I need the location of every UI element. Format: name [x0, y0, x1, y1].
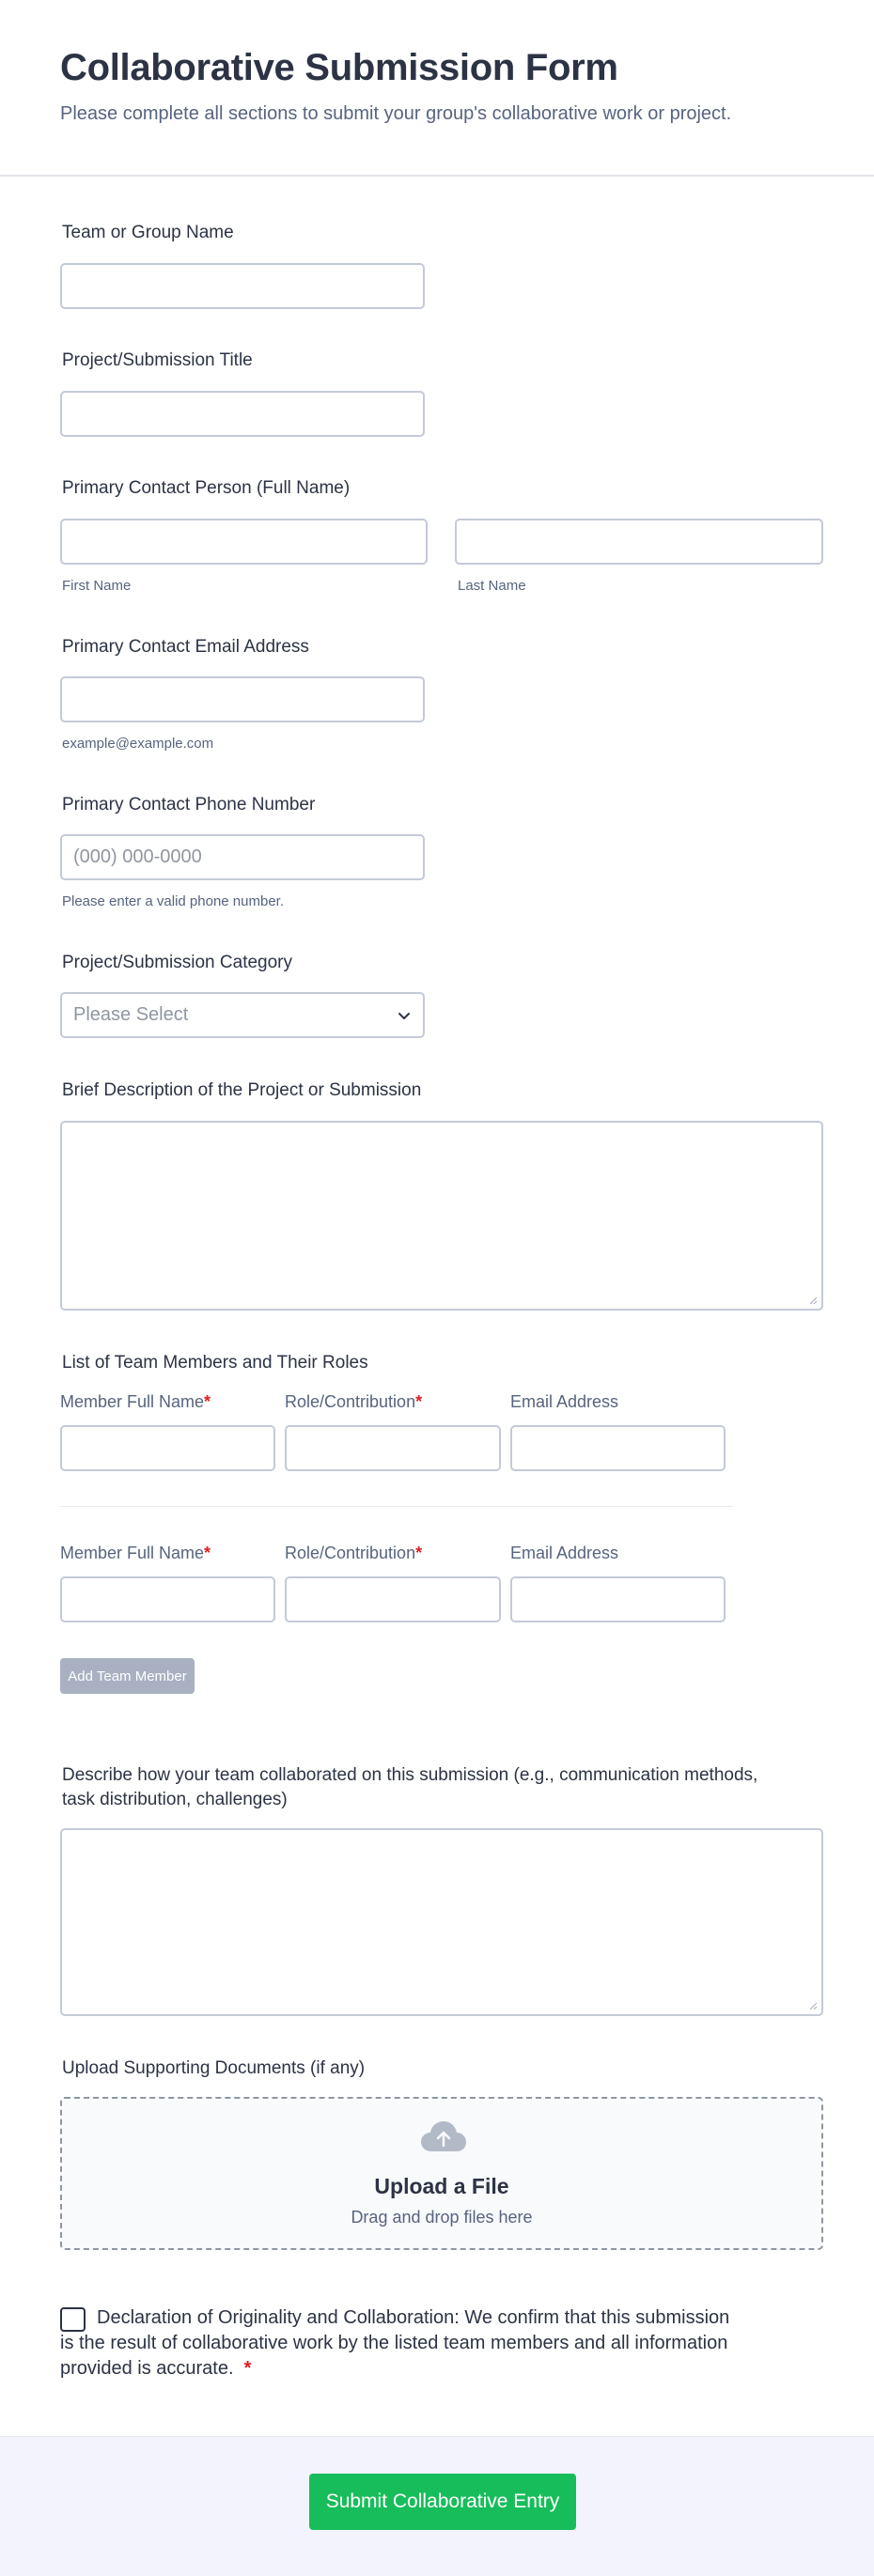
page-subtitle: Please complete all sections to submit your group's collaborative work or project. — [60, 103, 732, 124]
declaration-text: Declaration of Originality and Collaboration: We confirm that this submission is the result of collaborative work by the listed team members and all information provided is accurate. * — [60, 2307, 730, 2379]
upload-subtitle: Drag and drop files here — [351, 2208, 533, 2227]
resize-grip-icon[interactable] — [808, 1296, 818, 1305]
project-title-label: Project/Submission Title — [62, 350, 253, 370]
team-members-label: List of Team Members and Their Roles — [62, 1353, 368, 1373]
file-upload-dropzone[interactable] — [60, 2097, 823, 2250]
submit-button[interactable]: Submit Collaborative Entry — [309, 2474, 576, 2530]
member-role-column-label: Role/Contribution* — [285, 1544, 423, 1562]
contact-email-label: Primary Contact Email Address — [62, 637, 309, 657]
contact-email-input[interactable] — [60, 676, 425, 722]
member-1-email-input[interactable] — [510, 1425, 726, 1471]
contact-phone-input[interactable] — [60, 834, 425, 880]
add-team-member-button[interactable]: Add Team Member — [60, 1658, 195, 1694]
first-name-input[interactable] — [60, 519, 428, 565]
description-textarea[interactable] — [60, 1121, 823, 1311]
required-marker: * — [243, 2358, 252, 2379]
member-1-name-input[interactable] — [60, 1425, 275, 1471]
phone-placeholder: (000) 000-0000 — [73, 846, 202, 867]
collaboration-label: Describe how your team collaborated on this submission (e.g., communication methods, task distribution, challenges) — [62, 1765, 758, 1809]
member-1-role-input[interactable] — [285, 1425, 501, 1471]
page-title: Collaborative Submission Form — [60, 47, 618, 88]
member-2-role-input[interactable] — [285, 1576, 501, 1622]
team-name-label: Team or Group Name — [62, 223, 234, 242]
member-email-column-label: Email Address — [510, 1544, 619, 1562]
contact-phone-label: Primary Contact Phone Number — [62, 795, 316, 815]
collaboration-textarea[interactable] — [60, 1828, 823, 2016]
member-name-column-label: Member Full Name* — [60, 1392, 211, 1411]
description-label: Brief Description of the Project or Submission — [62, 1080, 422, 1100]
contact-phone-sublabel: Please enter a valid phone number. — [62, 893, 284, 909]
team-name-input[interactable] — [60, 263, 425, 309]
chevron-down-icon — [397, 1008, 412, 1023]
upload-title: Upload a File — [374, 2174, 509, 2198]
category-label: Project/Submission Category — [62, 953, 292, 972]
last-name-input[interactable] — [455, 519, 823, 565]
contact-name-label: Primary Contact Person (Full Name) — [62, 478, 351, 498]
member-email-column-label: Email Address — [510, 1392, 619, 1411]
category-selected-value: Please Select — [73, 1004, 189, 1025]
upload-label: Upload Supporting Documents (if any) — [62, 2058, 366, 2078]
category-select[interactable] — [60, 992, 425, 1038]
last-name-sublabel: Last Name — [458, 578, 526, 594]
member-2-name-input[interactable] — [60, 1576, 275, 1622]
contact-email-sublabel: example@example.com — [62, 736, 214, 752]
cloud-upload-icon — [420, 2119, 467, 2155]
member-row-divider — [60, 1506, 733, 1507]
form-header — [0, 0, 874, 177]
first-name-sublabel: First Name — [62, 578, 132, 594]
project-title-input[interactable] — [60, 391, 425, 437]
member-role-column-label: Role/Contribution* — [285, 1392, 423, 1411]
member-2-email-input[interactable] — [510, 1576, 726, 1622]
member-name-column-label: Member Full Name* — [60, 1544, 211, 1562]
resize-grip-icon[interactable] — [808, 2001, 818, 2010]
